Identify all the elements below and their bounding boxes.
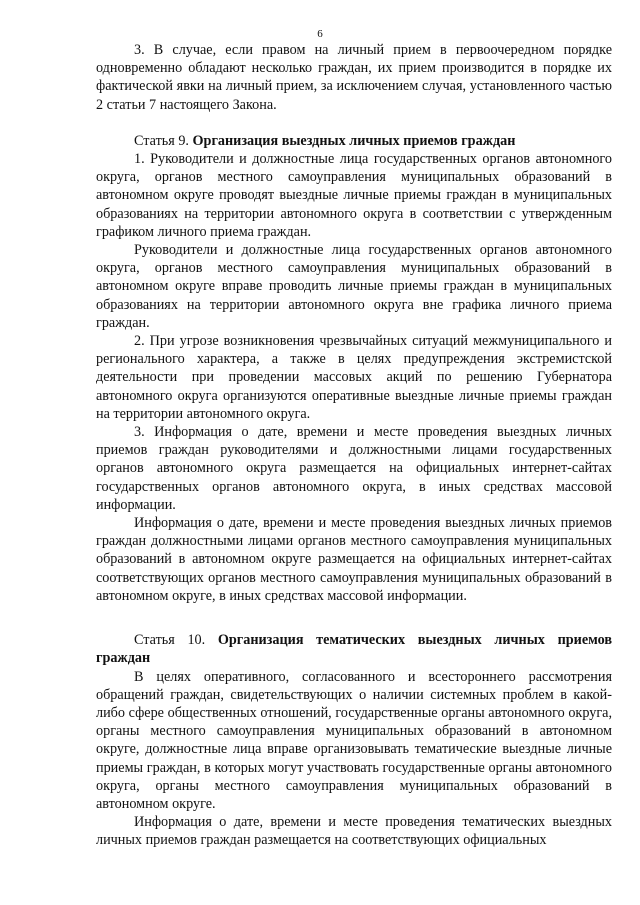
paragraph: 3. Информация о дате, времени и месте проведения выездных личных приемов граждан руководителями и должностными лицами государственных органов автономного округа размещается на официальных интернет-сайтах государственных органов автономного округа, в иных средствах массовой информации. <box>96 424 612 513</box>
paragraph: Информация о дате, времени и месте проведения выездных личных приемов граждан должностными лицами органов местного самоуправления муниципальных образований в автономном округе размещается на официальных интернет-сайтах соответствующих органов местного самоуправления муниципальных образований в автономном округе, в иных средствах массовой информации. <box>96 515 612 604</box>
paragraph: Информация о дате, времени и месте проведения тематических выездных личных приемов граждан размещается на соответствующих официальных <box>96 814 612 849</box>
paragraph: Руководители и должностные лица государственных органов автономного округа, органов местного самоуправления муниципальных образований в автономном округе вправе проводить личные приемы граждан в муниципальных образованиях на территории автономного округа вне графика личного приема граждан. <box>96 242 612 331</box>
article-heading <box>96 631 612 667</box>
article-title: Организация тематических выездных личных приемов граждан <box>96 632 612 667</box>
article-heading <box>96 132 612 150</box>
paragraph: 3. В случае, если правом на личный прием в первоочередном порядке одновременно обладают несколько граждан, их прием производится в порядке их фактической явки на личный прием, за исключением случая, установленного частью 2 статьи 7 настоящего Закона. <box>96 42 612 113</box>
document-body <box>96 41 612 850</box>
paragraph: 2. При угрозе возникновения чрезвычайных ситуаций межмуниципального и регионального характера, а также в целях предупреждения экстремистской деятельности при проведении массовых акций по решению Губернатора автономного округа организуются оперативные выездные личные приемы граждан на территории автономного округа. <box>96 333 612 422</box>
article-number: Статья 9. <box>134 132 193 149</box>
paragraph: 1. Руководители и должностные лица государственных органов автономного округа, органов местного самоуправления муниципальных образований в автономном округе проводят выездные личные приемы граждан в муниципальных образованиях на территории автономного округа в соответствии с утвержденным графиком личного приема граждан. <box>96 151 612 240</box>
article-title: Организация выездных личных приемов граждан <box>192 132 516 149</box>
page-number: 6 <box>317 28 323 40</box>
paragraph: В целях оперативного, согласованного и всестороннего рассмотрения обращений граждан, свидетельствующих о наличии системных проблем в какой-либо сфере общественных отношений, государственные органы автономного округа, органы местного самоуправления муниципальных образований в автономном округе, должностные лица вправе организовывать тематические выездные личные приемы граждан, в которых могут участвовать государственные органы автономного округа, органы местного самоуправления муниципальных образований в автономном округе. <box>96 668 612 812</box>
article-number: Статья 10. <box>134 632 218 649</box>
